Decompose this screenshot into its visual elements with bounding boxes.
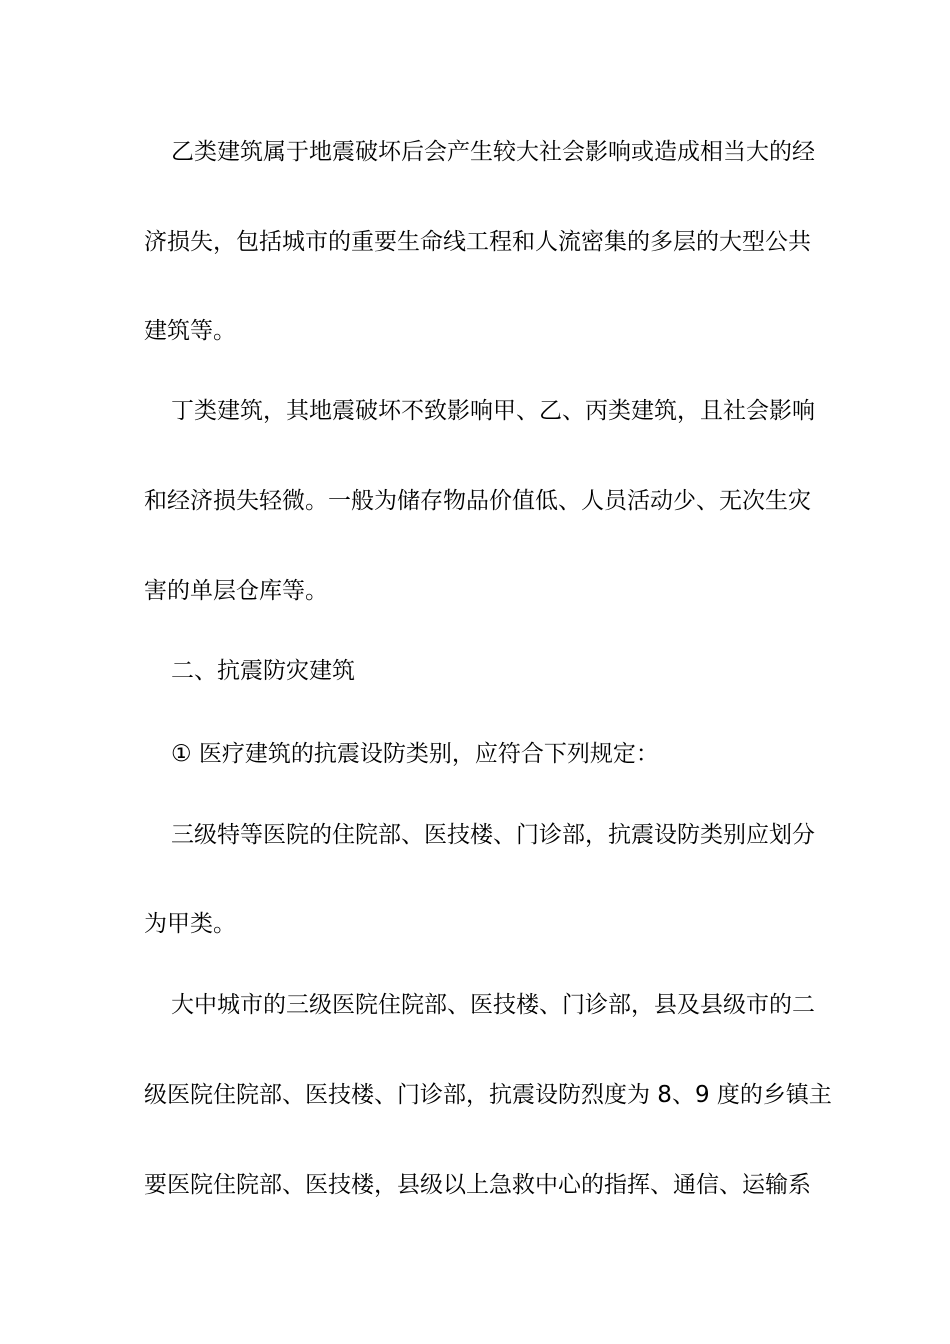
paragraph-line: 济损失，包括城市的重要生命线工程和人流密集的多层的大型公共	[144, 229, 811, 255]
paragraph-line: 为甲类。	[144, 911, 236, 937]
paragraph-line: 三级特等医院的住院部、医技楼、门诊部，抗震设防类别应划分	[171, 822, 815, 848]
paragraph-line: 乙类建筑属于地震破坏后会产生较大社会影响或造成相当大的经	[171, 139, 815, 165]
paragraph-line: 大中城市的三级医院住院部、医技楼、门诊部，县及县级市的二	[171, 992, 815, 1018]
paragraph-line: 和经济损失轻微。一般为储存物品价值低、人员活动少、无次生灾	[144, 488, 811, 514]
paragraph-line: 级医院住院部、医技楼、门诊部，抗震设防烈度为 8、9 度的乡镇主	[144, 1082, 832, 1108]
paragraph-line: 害的单层仓库等。	[144, 578, 328, 604]
numbered-item: ① 医疗建筑的抗震设防类别，应符合下列规定：	[171, 741, 659, 767]
paragraph-line: 建筑等。	[144, 318, 236, 344]
paragraph-line: 丁类建筑，其地震破坏不致影响甲、乙、丙类建筑，且社会影响	[171, 398, 815, 424]
paragraph-line: 要医院住院部、医技楼，县级以上急救中心的指挥、通信、运输系	[144, 1172, 811, 1198]
section-heading: 二、抗震防灾建筑	[171, 658, 355, 684]
